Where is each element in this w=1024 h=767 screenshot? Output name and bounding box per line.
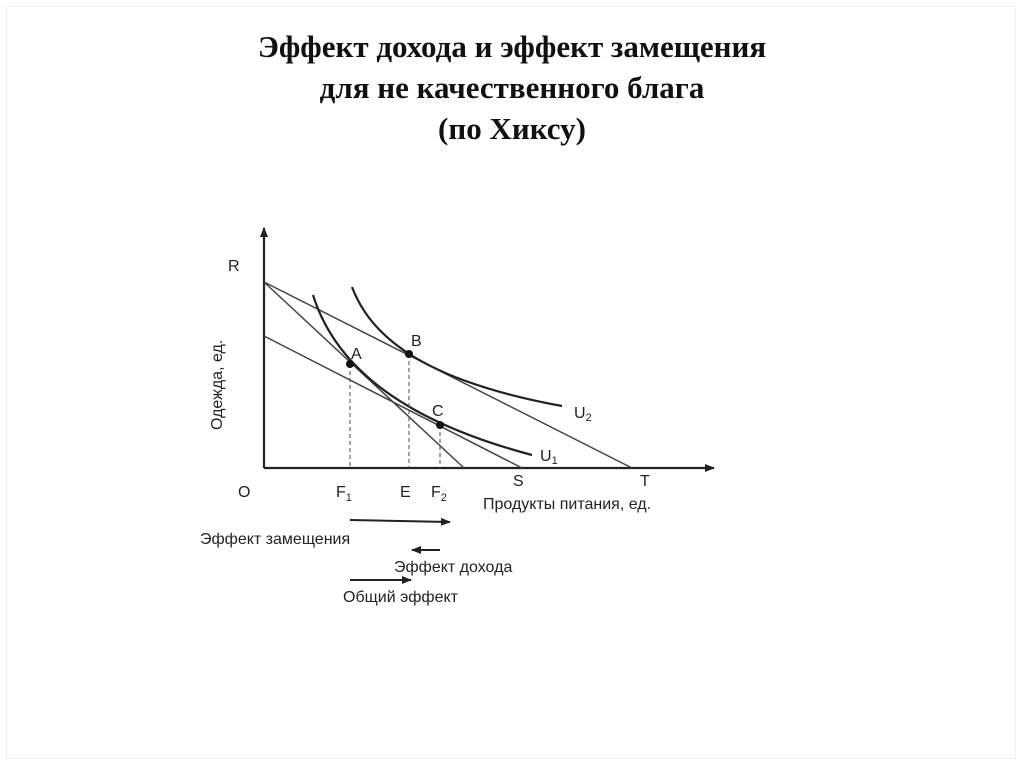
substitution-effect-label: Эффект замещения [200,531,351,548]
tick-e-label: E [400,484,411,501]
point-c-marker [436,421,444,429]
point-b-marker [405,350,413,358]
curve-u1-label [540,448,558,467]
total-effect-label: Общий эффект [343,589,458,606]
title-line-3: (по Хиксу) [438,111,586,146]
point-b-label: B [411,333,422,350]
curve-u2-label [574,405,592,424]
r-label: R [228,258,240,275]
indifference-curve-u2 [352,287,562,406]
curve-u1-letter: U [540,448,552,465]
y-axis-title: Одежда, ед. [209,339,226,430]
curve-u1-sub: 1 [551,455,558,467]
title-line-2: для не качественного блага [319,70,705,105]
origin-label: O [238,484,251,501]
tick-f2-label [431,484,447,504]
tick-t-label: T [640,473,650,490]
indifference-curve-u1 [313,295,532,455]
curve-u2-sub: 2 [585,412,592,424]
point-a-label: A [351,346,362,363]
curve-u2-letter: U [574,405,586,422]
substitution-effect-arrow [350,520,450,522]
tick-f2-sub: 2 [440,492,447,504]
tick-f1-letter: F [336,484,346,501]
tick-s-label: S [513,473,524,490]
title-line-1: Эффект дохода и эффект замещения [257,29,767,64]
tick-f1-sub: 1 [345,492,352,504]
x-axis-title: Продукты питания, ед. [483,496,652,513]
compensated-budget-line [264,336,522,468]
point-c-label: C [432,403,444,420]
tick-f1-label [336,484,352,504]
tick-f2-letter: F [431,484,441,501]
income-effect-label: Эффект дохода [394,559,513,576]
